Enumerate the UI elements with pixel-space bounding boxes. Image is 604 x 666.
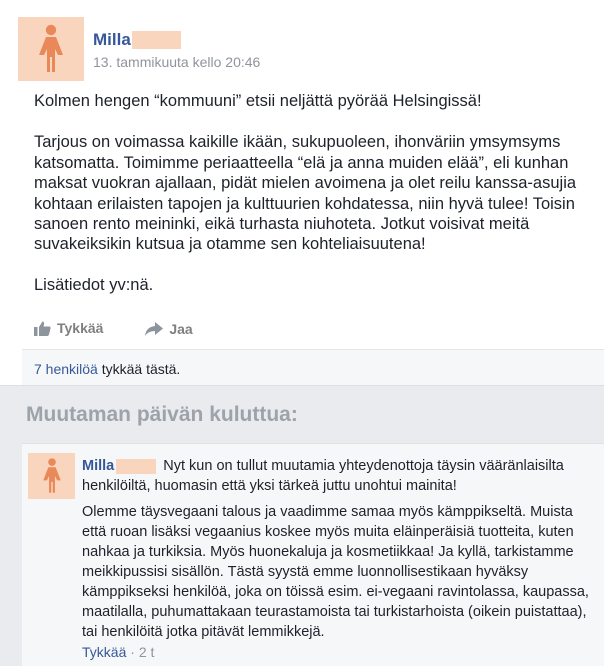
comment-like-button[interactable]: Tykkää [82,644,127,660]
comment-lead-text: Nyt kun on tullut muutamia yhteydenottoja täysin vääränlaisilta henkilöiltä, huomasin että yksi tärkeä juttu unohtui mainita! [82,458,564,495]
likes-summary [22,349,604,385]
comment-author-name[interactable]: Milla [82,458,115,475]
post-actions [34,320,231,340]
share-button[interactable] [145,321,192,337]
separator: · [126,644,139,660]
comment-avatar[interactable] [28,453,75,499]
post-paragraph: Lisätiedot yv:nä. [34,275,154,294]
comment-age[interactable]: 2 t [138,644,155,660]
post-paragraph: Tarjous on voimassa kaikille ikään, sukupuoleen, ihonväriin ymsymsyms katsomatta. Toimimme periaatteella “elä ja anna muiden elää”, eli kunhan maksat vuokran ajallaan, pidät mielen avoimena ja olet reilu kanssa-asujia kohtaan erilaisten tapojen ja kulttuurien kohdatessa, niin hyvä tulee! Toisin sanoen rento meininki, eikä turhasta niuhoteta. Jotkut voisivat meitä suvakeiksikin kutsua ja otamme sen kohteliaisuutena! [34,133,577,254]
comment [22,443,604,666]
like-button[interactable] [34,320,103,336]
post-timestamp[interactable]: 13. tammikuuta kello 20:46 [93,54,261,70]
likes-text: tykkää tästä. [97,361,181,377]
redacted-surname [132,31,181,49]
post-body [34,91,594,315]
share-label: Jaa [169,320,193,337]
share-arrow-icon [145,322,163,336]
redacted-surname [116,459,156,474]
likers-link[interactable]: 7 henkilöä [34,361,98,377]
comment-body: Olemme täysvegaani talous ja vaadimme samaa myös kämppikseltä. Muista että ruoan lisäksi vegaanius koskee myös muita eläinperäisiä tuotteita, kuten nahkaa ja turkiksia. Myös huonekaluja ja kosmetiikkaa! Ja kyllä, tarkistamme meikkipussisi sisällön. Tästä syystä emme luonnollisestikaan hyväksy kämppikseksi henkilöä, joka on töissä esim. ei-vegaani ravintolassa, kaupassa, maatilalla, puhumattakaan teurastamoista tai turkistarhoista (oikein puistattaa), tai henkilöitä jotka pitävät lemmikkejä. [82,504,589,640]
author-row [93,30,181,50]
author-name[interactable]: Milla [93,30,131,49]
female-person-icon [42,458,61,495]
female-person-icon [38,24,64,74]
comment-footer [82,644,154,660]
thumbs-up-icon [34,321,51,336]
section-title: Muutaman päivän kuluttua: [26,403,298,426]
post-paragraph: Kolmen hengen “kommuuni” etsii neljättä pyörää Helsingissä! [34,92,482,110]
avatar[interactable] [18,17,84,81]
comment-lead [82,456,592,496]
like-label: Tykkää [57,320,104,336]
